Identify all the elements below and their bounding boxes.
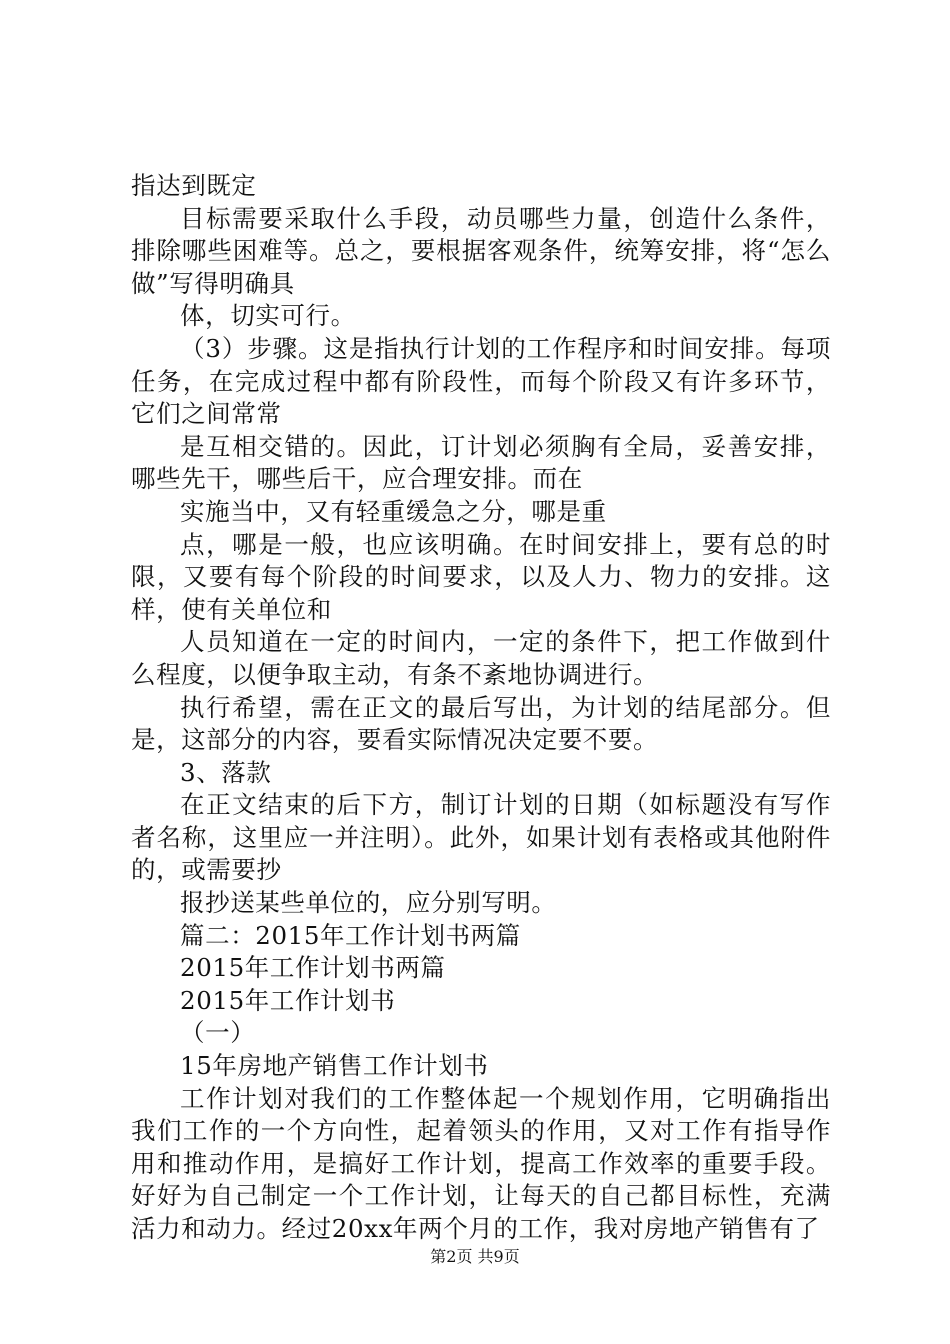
subheading-3: （一） [180,1018,256,1048]
subheading-1: 2015年工作计划书两篇 [180,953,446,983]
paragraph-10: 3、落款 [180,757,272,787]
paragraph-4: （3）步骤。这是指执行计划的工作程序和时间安排。每项任务，在完成过程中都有阶段性，而每个阶段又有许多环节，它们之间常常 [131,333,831,429]
page-footer: 第2页 共9页 [430,1247,520,1266]
paragraph-7: 点，哪是一般，也应该明确。在时间安排上，要有总的时限，又要有每个阶段的时间要求，以及人力、物力的安排。这样，使有关单位和 [131,529,831,624]
paragraph-18: 工作计划对我们的工作整体起一个规划作用，它明确指出我们工作的一个方向性，起着领头的作用，又对工作有指导作用和推动作用，是搞好工作计划，提高工作效率的重要手段。好好为自己制定一个工作计划，让每天的自己都目标性，充满活力和动力。经过20xx年两个月的工作，我对房地产销售有了 [131,1083,831,1243]
paragraph-11: 在正文结束的后下方，制订计划的日期（如标题没有写作者名称，这里应一并注明）。此外，如果计划有表格或其他附件的，或需要抄 [131,790,831,885]
document-body [131,170,831,1246]
subheading-2: 2015年工作计划书 [180,985,396,1015]
paragraph-6: 实施当中，又有轻重缓急之分，哪是重 [180,496,607,526]
paragraph-8: 人员知道在一定的时间内，一定的条件下，把工作做到什么程度，以便争取主动，有条不紊地协调进行。 [131,627,831,689]
paragraph-12: 报抄送某些单位的，应分别写明。 [180,888,557,918]
section-heading: 篇二：2015年工作计划书两篇 [180,920,521,950]
paragraph-9: 执行希望，需在正文的最后写出，为计划的结尾部分。但是，这部分的内容，要看实际情况决定要不要。 [131,692,831,755]
paragraph-5: 是互相交错的。因此，订计划必须胸有全局，妥善安排，哪些先干，哪些后干，应合理安排。而在 [131,431,831,494]
subheading-4: 15年房地产销售工作计划书 [180,1051,489,1081]
paragraph-3: 体，切实可行。 [180,301,356,331]
paragraph-1: 指达到既定 [131,171,257,200]
paragraph-2: 目标需要采取什么手段，动员哪些力量，创造什么条件，排除哪些困难等。总之，要根据客观条件，统筹安排，将“怎么做”写得明确具 [131,203,831,298]
